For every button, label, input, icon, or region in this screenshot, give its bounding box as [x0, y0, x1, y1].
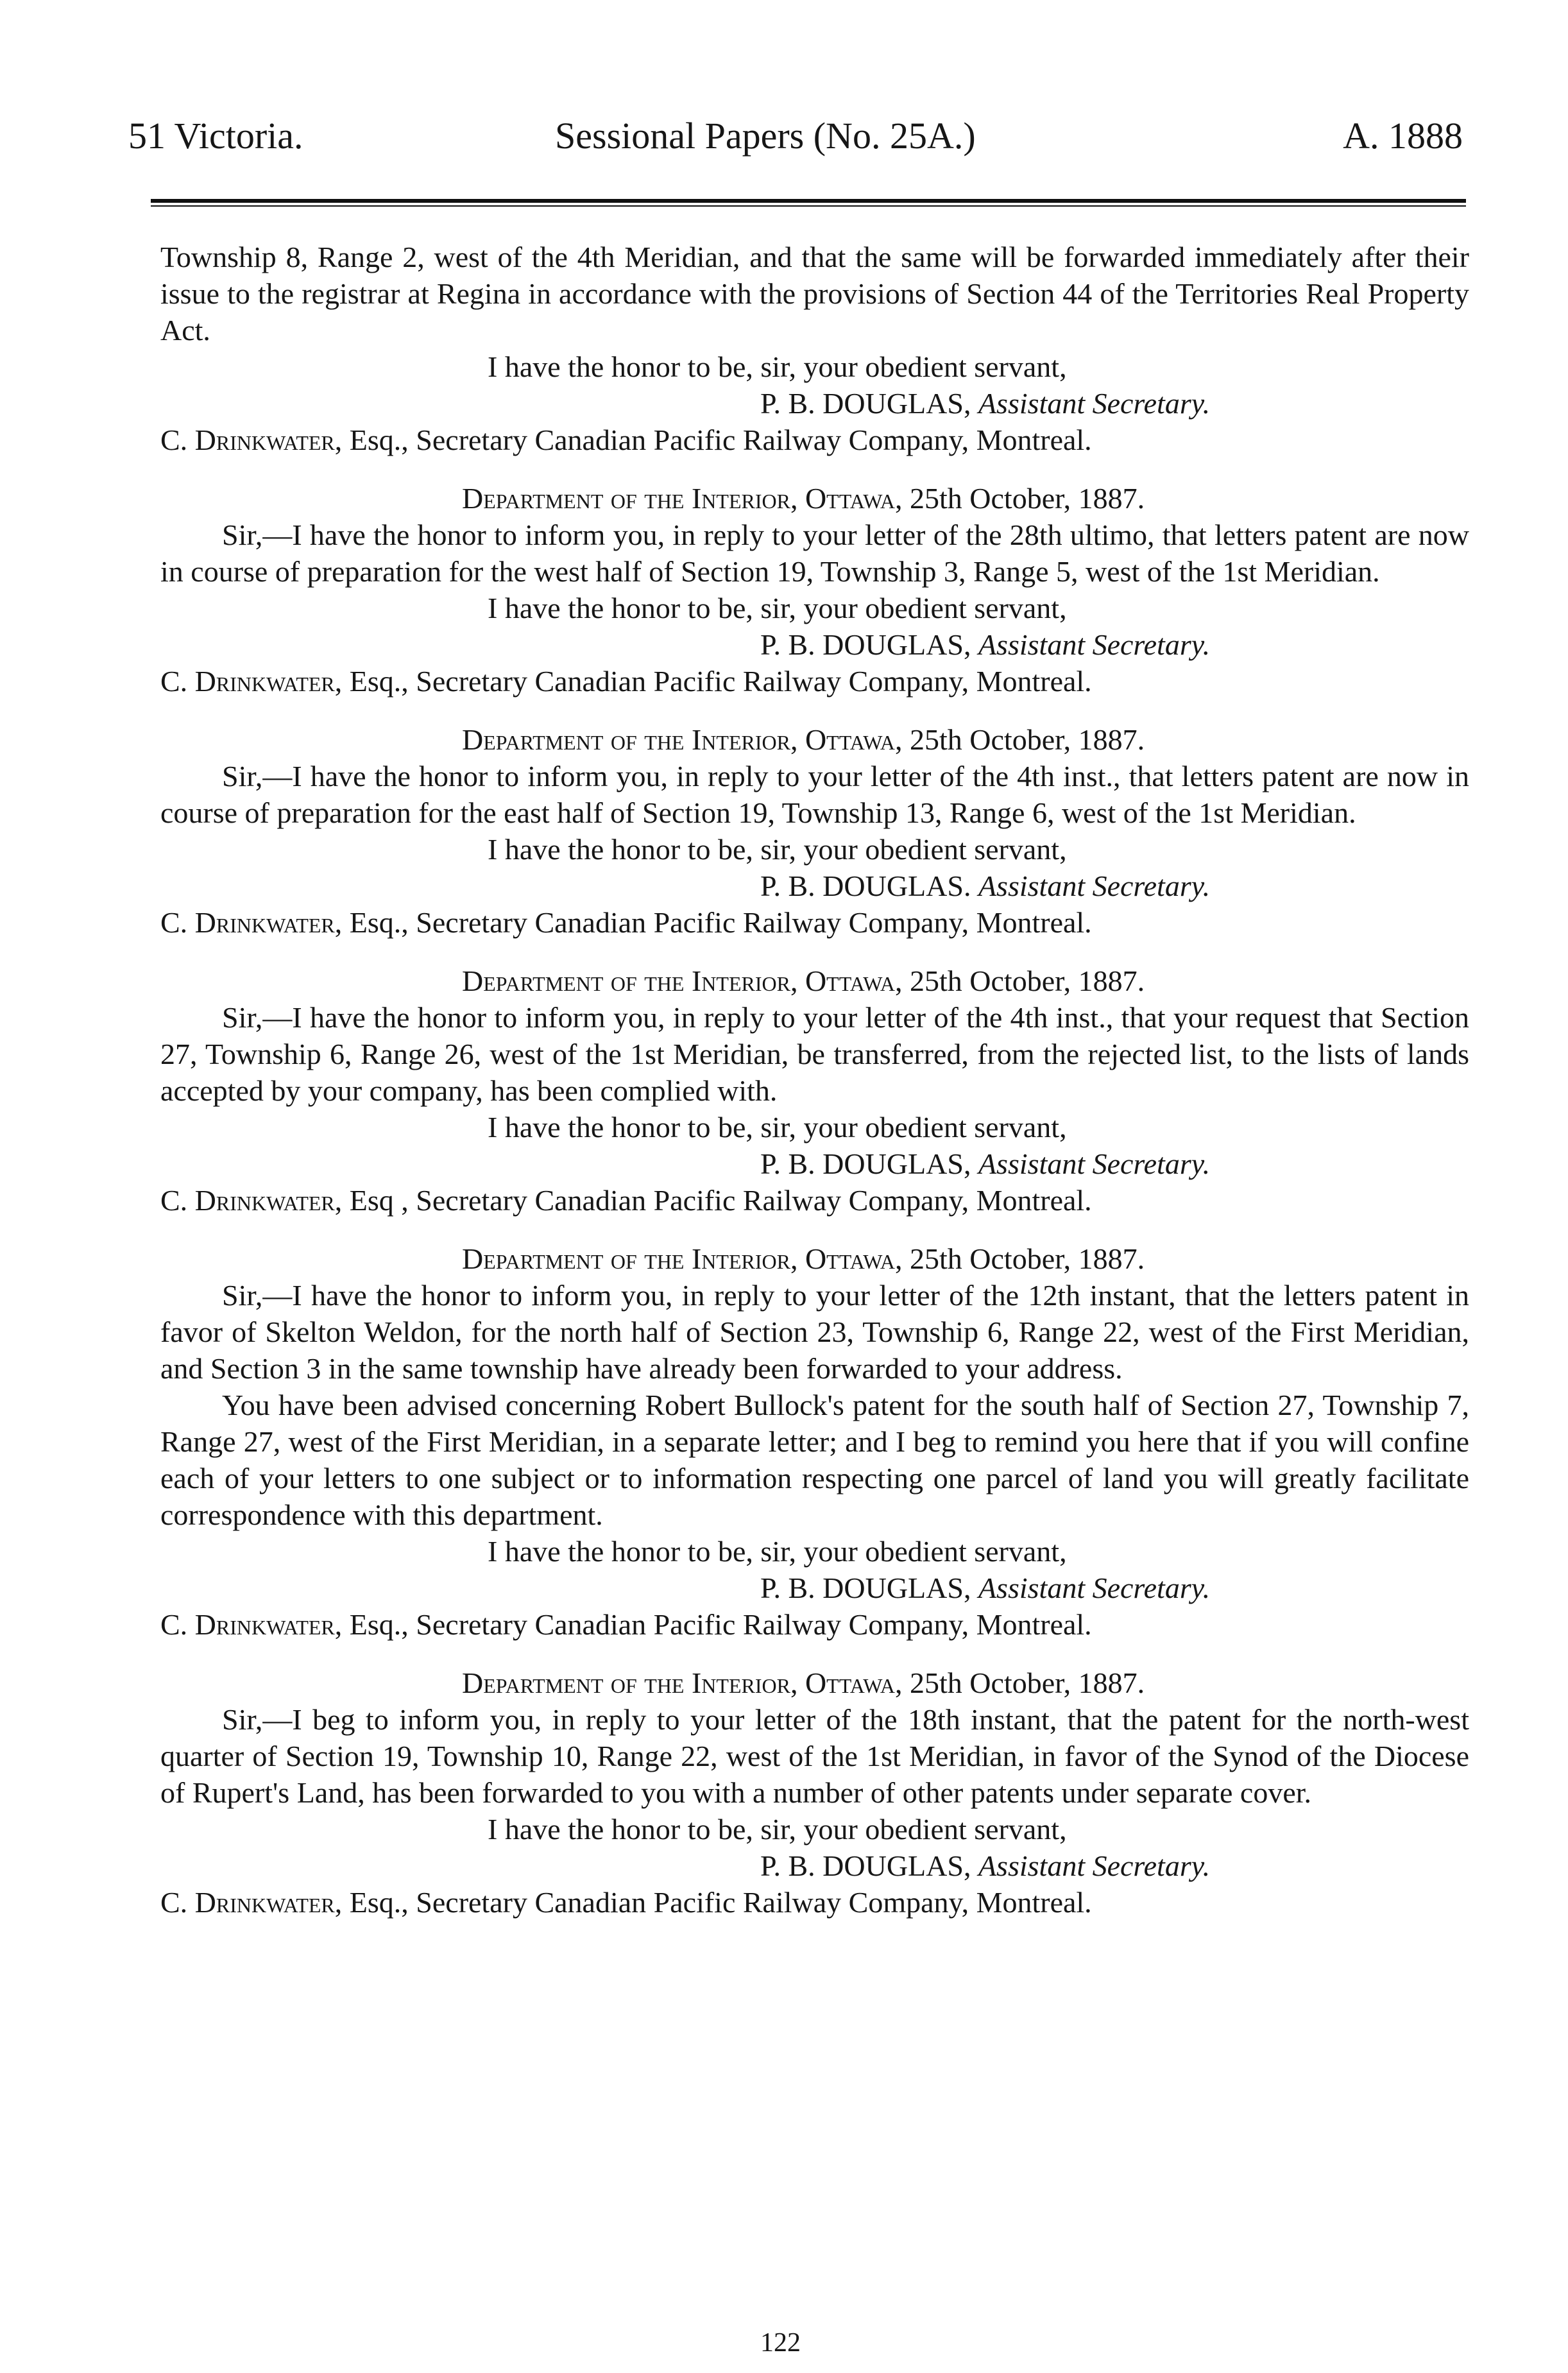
- header-sessional-papers: Sessional Papers (No. 25A.): [555, 115, 976, 157]
- header-year: A. 1888: [1343, 115, 1463, 157]
- letter-paragraph: Sir,—I have the honor to inform you, in reply to your letter of the 12th instant, that the letters patent in favor of Skelton Weldon, for the north half of Section 23, Township 6, Range 22, west of the First Meridian, and Section 3 in the same township have already been forwarded to your address.: [160, 1279, 1469, 1385]
- letter-addressee: [160, 422, 1469, 458]
- letter-continuation: [160, 239, 1469, 458]
- letter: [160, 480, 1469, 699]
- letter-closing: I have the honor to be, sir, your obedient servant,: [488, 1813, 1067, 1846]
- letter: [160, 721, 1469, 941]
- letter-addressee: [160, 663, 1469, 699]
- header-session: 51 Victoria.: [128, 115, 303, 157]
- signer-name: P. B. DOUGLAS.: [760, 870, 971, 902]
- header-rule: [151, 199, 1466, 207]
- dateline-department: Department of the Interior, Ottawa,: [462, 964, 903, 997]
- letter-addressee: [160, 1606, 1469, 1643]
- letter: [160, 1240, 1469, 1643]
- letter-dateline: [160, 1240, 1469, 1277]
- dateline-department: Department of the Interior, Ottawa,: [462, 482, 903, 515]
- letter-addressee: [160, 904, 1469, 941]
- letter-paragraph: You have been advised concerning Robert Bullock's patent for the south half of Section 27, Township 7, Range 27, west of the First Meridian, in a separate letter; and I beg to remind you here that if you will confine each of your letters to one subject or to information respecting one parcel of land you will greatly facilitate correspondence with this department.: [160, 1389, 1469, 1531]
- letter-closing: I have the honor to be, sir, your obedient servant,: [488, 592, 1067, 624]
- letter-signature: [160, 385, 1469, 422]
- letter-paragraph: Sir,—I have the honor to inform you, in reply to your letter of the 4th inst., that your request that Section 27, Township 6, Range 26, west of the 1st Meridian, be transferred, from the rejected list, to the lists of lands accepted by your company, has been complied with.: [160, 1001, 1469, 1107]
- addressee-name: C. Drinkwater: [160, 1886, 335, 1919]
- letter: [160, 963, 1469, 1219]
- addressee-name: C. Drinkwater: [160, 1184, 335, 1217]
- letter-closing: I have the honor to be, sir, your obedient servant,: [488, 1111, 1067, 1144]
- letter-paragraph: Sir,—I have the honor to inform you, in reply to your letter of the 4th inst., that letters patent are now in course of preparation for the east half of Section 19, Township 13, Range 6, west of the 1st Meridian.: [160, 760, 1469, 829]
- dateline-date: 25th October, 1887.: [910, 482, 1145, 515]
- addressee-name: C. Drinkwater: [160, 424, 335, 456]
- letter-signature: [160, 1145, 1469, 1182]
- addressee-name: C. Drinkwater: [160, 665, 335, 698]
- signer-name: P. B. DOUGLAS,: [760, 387, 971, 420]
- signer-title: Assistant Secretary.: [978, 1147, 1211, 1180]
- signer-title: Assistant Secretary.: [978, 387, 1211, 420]
- letter-signature: [160, 626, 1469, 663]
- signer-title: Assistant Secretary.: [978, 870, 1211, 902]
- letter-signature: [160, 1570, 1469, 1606]
- addressee-details: , Esq , Secretary Canadian Pacific Railway Company, Montreal.: [334, 1184, 1092, 1217]
- letter-paragraph: Township 8, Range 2, west of the 4th Meridian, and that the same will be forwarded immediately after their issue to the registrar at Regina in accordance with the provisions of Section 44 of the Territories Real Property Act.: [160, 241, 1469, 347]
- letter-paragraph: Sir,—I have the honor to inform you, in reply to your letter of the 28th ultimo, that letters patent are now in course of preparation for the west half of Section 19, Township 3, Range 5, west of the 1st Meridian.: [160, 518, 1469, 588]
- signer-title: Assistant Secretary.: [978, 1572, 1211, 1604]
- dateline-department: Department of the Interior, Ottawa,: [462, 1242, 903, 1275]
- addressee-details: , Esq., Secretary Canadian Pacific Railway Company, Montreal.: [334, 424, 1092, 456]
- dateline-department: Department of the Interior, Ottawa,: [462, 723, 903, 756]
- letter-dateline: [160, 721, 1469, 758]
- letter-dateline: [160, 1665, 1469, 1701]
- letter-closing: I have the honor to be, sir, your obedient servant,: [488, 833, 1067, 866]
- dateline-date: 25th October, 1887.: [910, 964, 1145, 997]
- signer-title: Assistant Secretary.: [978, 628, 1211, 661]
- signer-title: Assistant Secretary.: [978, 1849, 1211, 1882]
- page-number: 122: [760, 2328, 801, 2358]
- letter: [160, 1665, 1469, 1921]
- running-header: [128, 114, 1463, 172]
- dateline-department: Department of the Interior, Ottawa,: [462, 1666, 903, 1699]
- dateline-date: 25th October, 1887.: [910, 723, 1145, 756]
- addressee-name: C. Drinkwater: [160, 906, 335, 939]
- addressee-details: , Esq., Secretary Canadian Pacific Railway Company, Montreal.: [334, 906, 1092, 939]
- signer-name: P. B. DOUGLAS,: [760, 1572, 971, 1604]
- dateline-date: 25th October, 1887.: [910, 1666, 1145, 1699]
- letter-addressee: [160, 1884, 1469, 1921]
- dateline-date: 25th October, 1887.: [910, 1242, 1145, 1275]
- addressee-details: , Esq., Secretary Canadian Pacific Railway Company, Montreal.: [334, 1886, 1092, 1919]
- letter-paragraph: Sir,—I beg to inform you, in reply to your letter of the 18th instant, that the patent for the north-west quarter of Section 19, Township 10, Range 22, west of the 1st Meridian, in favor of the Synod of the Diocese of Rupert's Land, has been forwarded to you with a number of other patents under separate cover.: [160, 1703, 1469, 1809]
- letter-dateline: [160, 480, 1469, 517]
- addressee-details: , Esq., Secretary Canadian Pacific Railway Company, Montreal.: [334, 665, 1092, 698]
- letter-closing: I have the honor to be, sir, your obedient servant,: [488, 1535, 1067, 1568]
- addressee-details: , Esq., Secretary Canadian Pacific Railway Company, Montreal.: [334, 1608, 1092, 1641]
- letter-closing: I have the honor to be, sir, your obedient servant,: [488, 350, 1067, 383]
- signer-name: P. B. DOUGLAS,: [760, 628, 971, 661]
- letter-addressee: [160, 1182, 1469, 1219]
- letter-signature: [160, 1847, 1469, 1884]
- letter-dateline: [160, 963, 1469, 999]
- signer-name: P. B. DOUGLAS,: [760, 1849, 971, 1882]
- letter-signature: [160, 868, 1469, 904]
- addressee-name: C. Drinkwater: [160, 1608, 335, 1641]
- document-body: [160, 239, 1469, 1942]
- signer-name: P. B. DOUGLAS,: [760, 1147, 971, 1180]
